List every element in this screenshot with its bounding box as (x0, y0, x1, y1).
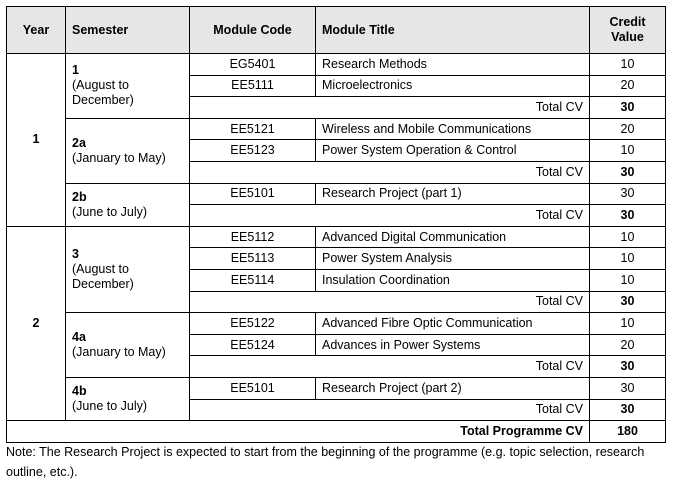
semester-cell (66, 54, 190, 119)
semester-total-value: 30 (590, 399, 666, 421)
semester-number: 4a (72, 330, 86, 345)
semester-number: 1 (72, 63, 79, 78)
module-title: Advanced Fibre Optic Communication (316, 313, 590, 335)
semester-range: (June to July) (72, 399, 148, 413)
module-code: EE5121 (190, 118, 316, 140)
module-title: Research Project (part 1) (316, 183, 590, 205)
semester-cell (66, 313, 190, 378)
module-title: Microelectronics (316, 75, 590, 97)
semester-cell (66, 226, 190, 312)
semester-total-label: Total CV (190, 205, 590, 227)
semester-total-value: 30 (590, 205, 666, 227)
programme-structure-table (6, 6, 666, 443)
semester-number: 3 (72, 246, 79, 261)
semester-total-value: 30 (590, 97, 666, 119)
module-credit-value: 30 (590, 377, 666, 399)
semester-total-label: Total CV (190, 161, 590, 183)
year-cell: 1 (7, 54, 66, 227)
semester-total-label: Total CV (190, 399, 590, 421)
semester-range: (January to May) (72, 150, 166, 165)
module-credit-value: 20 (590, 75, 666, 97)
year-cell: 2 (7, 226, 66, 420)
module-code: EE5114 (190, 269, 316, 291)
module-title: Advances in Power Systems (316, 334, 590, 356)
module-credit-value: 10 (590, 140, 666, 162)
module-code: EE5111 (190, 75, 316, 97)
semester-total-value: 30 (590, 291, 666, 313)
module-credit-value: 30 (590, 183, 666, 205)
semester-total-label: Total CV (190, 97, 590, 119)
semester-cell (66, 183, 190, 226)
module-code: EE5124 (190, 334, 316, 356)
module-code: EE5101 (190, 377, 316, 399)
module-row (7, 54, 666, 76)
semester-range: (August to December) (72, 78, 134, 108)
semester-number: 2b (72, 189, 87, 204)
semester-range: (January to May) (72, 345, 166, 360)
module-code: EE5122 (190, 313, 316, 335)
footnote: Note: The Research Project is expected to start from the beginning of the programme (e.g. topic selection, research outline, etc.). (6, 445, 645, 479)
module-code: EE5123 (190, 140, 316, 162)
module-credit-value: 10 (590, 248, 666, 270)
module-code: EG5401 (190, 54, 316, 76)
header-module-code: Module Code (190, 7, 316, 54)
semester-total-label: Total CV (190, 291, 590, 313)
semester-total-value: 30 (590, 161, 666, 183)
module-credit-value: 10 (590, 269, 666, 291)
module-row (7, 377, 666, 399)
module-title: Research Methods (316, 54, 590, 76)
module-code: EE5112 (190, 226, 316, 248)
module-title: Power System Operation & Control (316, 140, 590, 162)
semester-total-value: 30 (590, 356, 666, 378)
module-title: Advanced Digital Communication (316, 226, 590, 248)
module-row (7, 313, 666, 335)
semester-range: (August to December) (72, 261, 134, 291)
module-row (7, 118, 666, 140)
semester-cell (66, 377, 190, 420)
module-credit-value: 10 (590, 54, 666, 76)
module-title: Research Project (part 2) (316, 377, 590, 399)
header-credit-value: Credit Value (590, 7, 666, 54)
header-year: Year (7, 7, 66, 54)
semester-number: 4b (72, 384, 87, 398)
header-row (7, 7, 666, 54)
module-code: EE5101 (190, 183, 316, 205)
module-credit-value: 20 (590, 118, 666, 140)
semester-cell (66, 118, 190, 183)
grand-total-value: 180 (590, 421, 666, 443)
module-title: Wireless and Mobile Communications (316, 118, 590, 140)
module-title: Insulation Coordination (316, 269, 590, 291)
module-code: EE5113 (190, 248, 316, 270)
grand-total-row (7, 421, 666, 443)
semester-number: 2a (72, 135, 86, 150)
module-credit-value: 10 (590, 226, 666, 248)
header-semester: Semester (66, 7, 190, 54)
module-row (7, 226, 666, 248)
semester-range: (June to July) (72, 204, 148, 219)
grand-total-label: Total Programme CV (7, 421, 590, 443)
header-module-title: Module Title (316, 7, 590, 54)
module-title: Power System Analysis (316, 248, 590, 270)
module-row (7, 183, 666, 205)
module-credit-value: 20 (590, 334, 666, 356)
table-body (7, 54, 666, 421)
module-credit-value: 10 (590, 313, 666, 335)
semester-total-label: Total CV (190, 356, 590, 378)
